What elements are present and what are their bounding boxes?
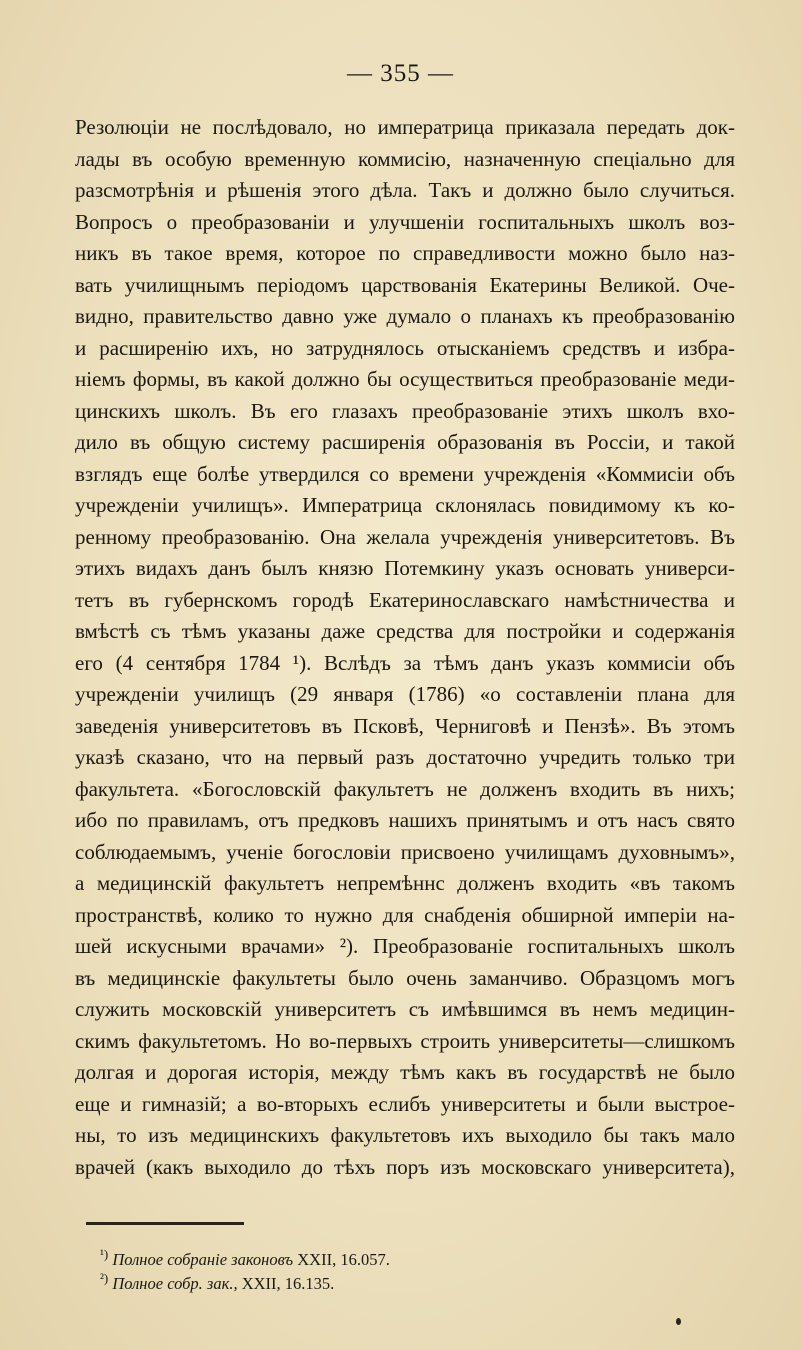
- text-line: никъ въ такое время, которое по справедливости можно было наз-: [75, 241, 735, 265]
- text-line: служить московскій университетъ съ имѣвшимся въ немъ медицин-: [75, 997, 735, 1021]
- footnote-mark: ²): [100, 1270, 109, 1286]
- text-line: вмѣстѣ съ тѣмъ указаны даже средства для постройки и содержанія: [75, 619, 735, 643]
- text-line: его (4 сентября 1784 ¹). Вслѣдъ за тѣмъ данъ указъ коммисіи объ: [75, 650, 735, 675]
- footnotes: [100, 1248, 700, 1296]
- text-line: и расширенію ихъ, но затруднялось отысканіемъ средствъ и избра-: [75, 335, 735, 360]
- text-line: пространствѣ, колико то нужно для снабденія обширной имперіи на-: [75, 902, 735, 927]
- text-line: лады въ особую временную коммисію, назначенную спеціально для: [75, 146, 735, 171]
- text-line: разсмотрѣнія и рѣшенія этого дѣла. Такъ и должно было случиться.: [75, 178, 735, 202]
- footnote-ref: XXII, 16.135.: [241, 1274, 335, 1293]
- footnote-separator: [86, 1222, 244, 1225]
- page-number: — 355 —: [347, 60, 454, 87]
- text-line: соблюдаемымъ, ученіе богословіи присвоено училищамъ духовнымъ»,: [75, 839, 735, 864]
- text-line: Резолюціи не послѣдовало, но императрица приказала передать док-: [75, 115, 735, 139]
- text-line: еще и гимназій; а во-вторыхъ еслибъ университеты и были выстрое-: [75, 1091, 735, 1116]
- footnote-ref: XXII, 16.057.: [297, 1250, 390, 1269]
- footnote-source: Полное собр. зак.,: [112, 1274, 238, 1293]
- footnote-mark: ¹): [100, 1246, 109, 1262]
- text-line: ніемъ формы, въ какой должно бы осуществиться преобразованіе меди-: [75, 367, 735, 391]
- text-line: этихъ видахъ данъ былъ князю Потемкину указъ основать универси-: [75, 556, 735, 580]
- text-line: указѣ сказано, что на первый разъ достаточно учредить только три: [75, 745, 735, 769]
- text-line: учрежденіи училищъ». Императрица склонялась повидимому къ ко-: [75, 493, 735, 517]
- footnote-1: [100, 1248, 700, 1272]
- footnote-2: [100, 1272, 700, 1296]
- text-line: врачей (какъ выходило до тѣхъ поръ изъ московскаго университета),: [75, 1154, 735, 1179]
- text-line: тетъ въ губернскомъ городѣ Екатеринославскаго намѣстничества и: [75, 587, 735, 612]
- text-line: факультета. «Богословскій факультетъ не долженъ входить въ нихъ;: [75, 776, 735, 801]
- text-line: ны, то изъ медицинскихъ факультетовъ ихъ выходило бы такъ мало: [75, 1123, 735, 1147]
- text-line: Вопросъ о преобразованіи и улучшеніи госпитальныхъ школъ воз-: [75, 209, 735, 234]
- text-line: видно, правительство давно уже думало о планахъ къ преобразованію: [75, 304, 735, 328]
- text-line: учрежденіи училищъ (29 января (1786) «о составленіи плана для: [75, 682, 735, 706]
- text-line: вать училищнымъ періодомъ царствованія Екатерины Великой. Оче-: [75, 272, 735, 297]
- text-line: скимъ факультетомъ. Но во-первыхъ строить университеты—слишкомъ: [75, 1028, 735, 1053]
- text-line: заведенія университетовъ въ Псковѣ, Черниговѣ и Пензѣ». Въ этомъ: [75, 713, 735, 738]
- text-line: цинскихъ школъ. Въ его глазахъ преобразованіе этихъ школъ вхо-: [75, 398, 735, 423]
- text-line: въ медицинскіе факультеты было очень заманчиво. Образцомъ могъ: [75, 965, 735, 990]
- text-line: а медицинскій факультетъ непремѣннс долженъ входить «въ такомъ: [75, 871, 735, 895]
- ink-speck: [676, 1318, 681, 1325]
- body-text: [75, 112, 735, 1183]
- footnote-source: Полное собраніе законовъ: [112, 1250, 294, 1269]
- text-line: ибо по правиламъ, отъ предковъ нашихъ принятымъ и отъ насъ свято: [75, 808, 735, 832]
- text-line: долгая и дорогая исторія, между тѣмъ какъ въ государствѣ не было: [75, 1060, 735, 1084]
- text-line: ренному преобразованію. Она желала учрежденія университетовъ. Въ: [75, 524, 735, 549]
- text-line: дило въ общую систему расширенія образованія въ Россіи, и такой: [75, 430, 735, 454]
- text-line: взглядъ еще болѣе утвердился со времени учрежденія «Коммисіи объ: [75, 461, 735, 486]
- text-line: шей искусными врачами» ²). Преобразованіе госпитальныхъ школъ: [75, 934, 735, 958]
